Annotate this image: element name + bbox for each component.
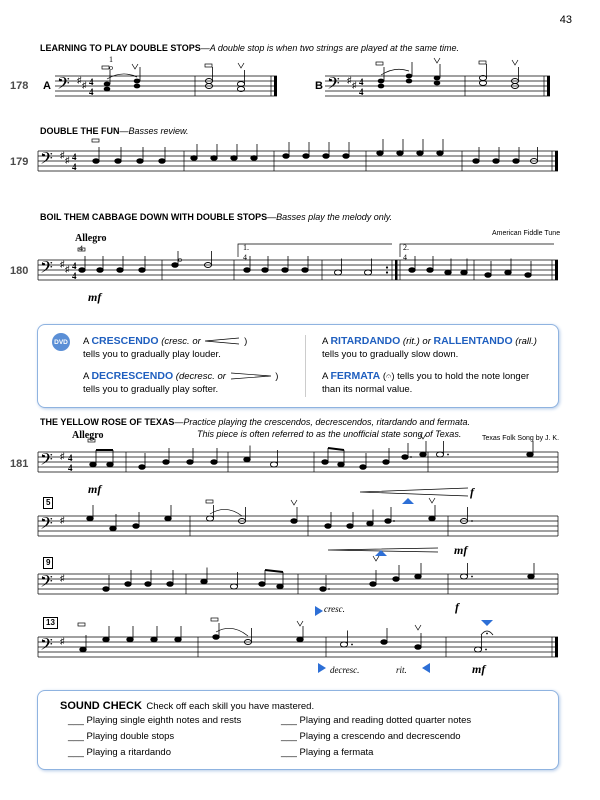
ritardando-term: RITARDANDO (330, 335, 401, 347)
exercise-181-heading (40, 417, 470, 427)
checkbox-blank[interactable]: ___ (68, 747, 84, 758)
info-box-divider (305, 335, 306, 397)
svg-text:𝄢: 𝄢 (40, 571, 53, 595)
exercise-181-subtitle-line1: —Practice playing the crescendos, decrescendos, ritardando and fermata. (174, 417, 471, 427)
svg-text:𝄢: 𝄢 (40, 634, 53, 658)
svg-text:4: 4 (68, 453, 73, 463)
svg-text:♯: ♯ (65, 155, 70, 165)
decrescendo-article: A (83, 371, 92, 382)
exercise-180-open-string: o (178, 255, 182, 264)
exercise-181-dynamic-mf: mf (88, 482, 102, 496)
svg-text:4: 4 (72, 271, 77, 281)
exercise-181-subtitle-line2-wrapper (197, 429, 461, 439)
fermata-term: FERMATA (330, 370, 381, 382)
decrescendo-close-paren: ) (275, 371, 279, 382)
svg-text:♯: ♯ (60, 451, 65, 461)
checklist-item-label: Playing a ritardando (86, 747, 171, 758)
crescendo-marker-icon (402, 498, 414, 504)
svg-text:𝄢: 𝄢 (40, 257, 53, 281)
exercise-179-subtitle: —Basses review. (119, 126, 189, 136)
sound-check-title: SOUND CHECK (60, 700, 142, 712)
svg-text:♯: ♯ (60, 150, 65, 160)
crescendo-term: CRESCENDO (91, 335, 159, 347)
exercise-181-subtitle-line2: This piece is often referred to as the unofficial state song of Texas. (197, 429, 462, 439)
fermata-definition (322, 370, 552, 396)
svg-text:♯: ♯ (347, 75, 352, 85)
exercise-181-dynamic-f: f (470, 485, 474, 499)
checkbox-blank[interactable]: ___ (281, 731, 297, 742)
fingering-one: 1 (109, 55, 113, 64)
exercise-179-heading (40, 126, 189, 136)
fermata-description-line2: than its normal value. (322, 384, 413, 395)
staff-178-b (325, 70, 555, 110)
dvd-icon[interactable]: DVD (52, 333, 70, 351)
staff-181-line1 (38, 446, 563, 502)
svg-text:𝄢: 𝄢 (40, 513, 53, 537)
ritardando-abbreviation: (rit.) or (402, 336, 431, 347)
svg-text:♯: ♯ (65, 264, 70, 274)
exercise-181-dynamic-mf-2: mf (454, 543, 468, 557)
checklist-item-label: Playing a crescendo and decrescendo (299, 731, 461, 742)
svg-text:4: 4 (72, 261, 77, 271)
checklist-item[interactable] (281, 731, 461, 742)
rallentando-term: RALLENTANDO (433, 335, 513, 347)
staff-181-line3 (38, 568, 563, 618)
exercise-179-title: DOUBLE THE FUN (40, 126, 120, 136)
fermata-marker-icon (481, 620, 493, 626)
page-number: 43 (559, 14, 572, 26)
decrescendo-description: tells you to gradually play softer. (83, 384, 219, 395)
checklist-item[interactable] (68, 747, 171, 758)
exercise-180-subtitle: —Basses play the melody only. (267, 212, 393, 222)
ritardando-definition (322, 335, 552, 361)
exercise-178-subtitle: —A double stop is when two strings are played at the same time. (200, 43, 460, 53)
measure-number-9: 9 (43, 557, 53, 569)
svg-text:4: 4 (89, 87, 94, 97)
terms-info-box (37, 324, 559, 408)
ritardando-article: A (322, 336, 331, 347)
exercise-181-title: THE YELLOW ROSE OF TEXAS (40, 417, 175, 427)
decresc-marker-icon (318, 663, 326, 673)
svg-text:♯: ♯ (60, 259, 65, 269)
exercise-180-composer: American Fiddle Tune (492, 230, 561, 237)
exercise-178-heading (40, 43, 459, 53)
exercise-181-dynamic-f-2: f (455, 600, 459, 614)
exercise-181-decresc: decresc. (330, 665, 360, 675)
decrescendo-definition (83, 370, 303, 396)
ending-one-label: 1. (243, 243, 249, 252)
exercise-181-dynamic-mf-3: mf (472, 662, 486, 676)
checklist-item-label: Playing double stops (86, 731, 175, 742)
crescendo-definition (83, 335, 303, 361)
sound-check-box (37, 690, 559, 770)
svg-text:4: 4 (72, 162, 77, 172)
ending-two-fingering: 4 (403, 253, 407, 262)
sound-check-instruction: Check off each skill you have mastered. (146, 701, 315, 712)
staff-180 (38, 254, 563, 294)
svg-text:♯: ♯ (352, 80, 357, 90)
crescendo-close-paren: ) (244, 336, 248, 347)
crescendo-description: tells you to gradually play louder. (83, 349, 221, 360)
checkbox-blank[interactable]: ___ (68, 731, 84, 742)
svg-text:𝄢: 𝄢 (40, 449, 53, 473)
ending-two-label: 2. (403, 243, 409, 252)
checklist-item[interactable] (68, 731, 174, 742)
exercise-181-tempo: Allegro (72, 430, 104, 441)
part-a-label: A (43, 80, 51, 92)
part-b-label: B (315, 80, 323, 92)
svg-text:4: 4 (359, 77, 364, 87)
decrescendo-hairpin-icon (229, 372, 273, 380)
exercise-180-fingering: 4 (79, 244, 83, 253)
ending-one-fingering: 4 (243, 253, 247, 262)
decrescendo-abbreviation: (decresc. or (175, 371, 226, 382)
svg-text:4: 4 (68, 463, 73, 473)
checkbox-blank[interactable]: ___ (281, 747, 297, 758)
exercise-178-number: 178 (10, 80, 29, 92)
rallentando-abbreviation: (rall.) (515, 336, 537, 347)
svg-text:4: 4 (72, 152, 77, 162)
crescendo-article: A (83, 336, 92, 347)
checklist-item-label: Playing single eighth notes and rests (86, 715, 242, 726)
exercise-179-number: 179 (10, 156, 29, 168)
fermata-icon: (𝄐) (382, 371, 395, 382)
exercise-180-dynamic: mf (88, 290, 102, 304)
exercise-178-title: LEARNING TO PLAY DOUBLE STOPS (40, 43, 201, 53)
svg-text:4: 4 (359, 87, 364, 97)
crescendo-hairpin-icon (203, 337, 241, 345)
exercise-181-cresc: cresc. (324, 604, 345, 614)
staff-181-line2 (38, 510, 563, 560)
svg-text:♯: ♯ (60, 573, 65, 583)
exercise-180-title: BOIL THEM CABBAGE DOWN WITH DOUBLE STOPS (40, 212, 268, 222)
staff-179 (38, 145, 563, 185)
exercise-180-number: 180 (10, 265, 29, 277)
svg-text:𝄢: 𝄢 (40, 148, 53, 172)
staff-178-a (55, 70, 285, 110)
decrescendo-term: DECRESCENDO (91, 370, 174, 382)
exercise-180-tempo: Allegro (75, 233, 107, 244)
crescendo-abbreviation: (cresc. or (161, 336, 201, 347)
cresc-marker-icon (315, 606, 323, 616)
exercise-181-composer: Texas Folk Song by J. K. (482, 435, 560, 442)
ritardando-description: tells you to gradually slow down. (322, 349, 459, 360)
checkbox-blank[interactable]: ___ (281, 715, 297, 726)
exercise-181-rit: rit. (396, 665, 407, 675)
checkbox-blank[interactable]: ___ (68, 715, 84, 726)
checklist-item[interactable] (281, 747, 373, 758)
measure-number-13: 13 (43, 617, 58, 629)
fermata-article: A (322, 371, 331, 382)
fingering-open: o (109, 63, 113, 72)
sound-check-header (60, 696, 314, 714)
svg-text:4: 4 (89, 77, 94, 87)
checklist-item[interactable] (68, 715, 241, 726)
rit-marker-icon (422, 663, 430, 673)
measure-number-5: 5 (43, 497, 53, 509)
svg-text:𝄢: 𝄢 (57, 73, 70, 97)
svg-text:♯: ♯ (77, 75, 82, 85)
exercise-180-heading (40, 212, 392, 222)
svg-text:♯: ♯ (60, 515, 65, 525)
fermata-description-line1: tells you to hold the note longer (397, 371, 530, 382)
checklist-item-label: Playing and reading dotted quarter notes (299, 715, 472, 726)
exercise-181-number: 181 (10, 458, 29, 470)
checklist-item[interactable] (281, 715, 471, 726)
svg-text:♯: ♯ (82, 80, 87, 90)
checklist-item-label: Playing a fermata (299, 747, 374, 758)
svg-text:♯: ♯ (60, 636, 65, 646)
svg-text:𝄢: 𝄢 (327, 73, 340, 97)
